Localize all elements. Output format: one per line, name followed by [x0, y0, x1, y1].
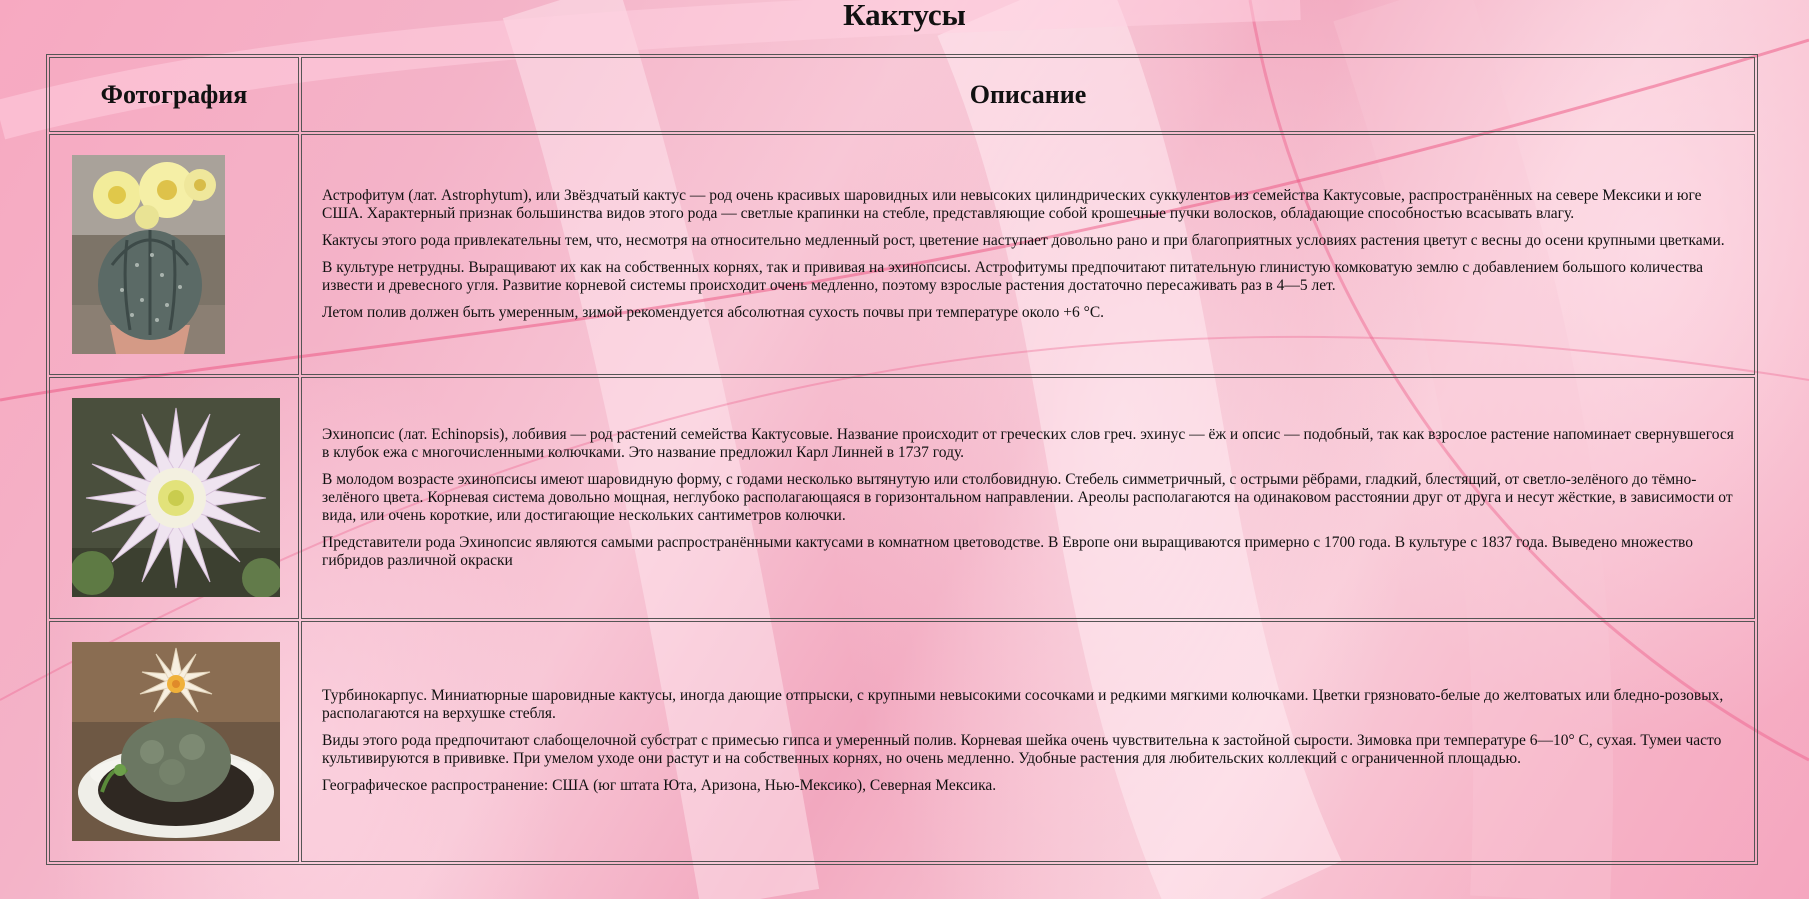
photo-cell: [49, 377, 299, 618]
description-paragraph: В молодом возрасте эхинопсисы имеют шаровидную форму, с годами несколько вытянутую или столбовидную. Стебель симметричный, с острыми рёбрами, гладкий, блестящий, от светло-зелёного до тёмно-зелёного цвета. Корневая система довольно мощная, неглубоко располагающаяся в горизонтальном направлении. Ареолы располагаются на одинаковом расстоянии друг от друга и несут жёсткие, в зависимости от вида, или очень короткие, или достигающие нескольких сантиметров колючки.: [322, 470, 1733, 524]
turbinicarpus-photo: [72, 642, 280, 841]
description-column-header: Описание: [301, 57, 1755, 132]
description-cell: [301, 621, 1755, 862]
table-row: [49, 134, 1755, 375]
page-title: Кактусы: [843, 0, 966, 32]
description-paragraph: Эхинопсис (лат. Echinopsis), лобивия — род растений семейства Кактусовые. Название происходит от греческих слов греч. эхинус — ёж и опсис — подобный, так как взрослое растение напоминает свернувшегося в клубок ежа с многочисленными колючками. Это название предложил Карл Линней в 1737 году.: [322, 425, 1734, 461]
description-paragraph: Астрофитум (лат. Astrophytum), или Звёздчатый кактус — род очень красивых шаровидных или невысоких цилиндрических суккулентов из семейства Кактусовые, распространённых на севере Мексики и юге США. Характерный признак большинства видов этого рода — светлые крапинки на стебле, представляющие собой крошечные пучки волосков, обладающие способностью всасывать влагу.: [322, 187, 1702, 223]
description-cell: [301, 377, 1755, 618]
table-row: [49, 621, 1755, 862]
description-paragraph: Летом полив должен быть умеренным, зимой рекомендуется абсолютная сухость почвы при температуре около +6 °С.: [322, 304, 1105, 322]
description-paragraph: Представители рода Эхинопсис являются самыми распространёнными кактусами в комнатном цветоводстве. В Европе они выращиваются примерно с 1700 года. В культуре с 1837 года. Выведено множество гибридов различной окраски: [322, 533, 1693, 569]
table-header-row: [49, 57, 1755, 132]
description-paragraph: Географическое распространение: США (юг штата Юта, Аризона, Нью-Мексико), Северная Мексика.: [322, 777, 997, 795]
description-paragraph: Кактусы этого рода привлекательны тем, что, несмотря на относительно медленный рост, цветение наступает довольно рано и при благоприятных условиях растения цветут с весны до осени крупными цветками.: [322, 232, 1725, 250]
table-row: [49, 377, 1755, 618]
description-cell: [301, 134, 1755, 375]
astrophytum-photo: [72, 155, 225, 354]
cactus-table: [46, 54, 1758, 865]
photo-cell: [49, 621, 299, 862]
description-paragraph: В культуре нетрудны. Выращивают их как на собственных корнях, так и прививая на эхинопсисы. Астрофитумы предпочитают питательную глинистую комковатую землю с добавлением большого количества извести и древесного угля. Развитие корневой системы происходит очень медленно, поэтому взрослые растения достаточно пересаживать раз в 4—5 лет.: [322, 259, 1703, 295]
photo-cell: [49, 134, 299, 375]
photo-column-header: Фотография: [49, 57, 299, 132]
echinopsis-photo: [72, 398, 280, 597]
description-paragraph: Турбинокарпус. Миниатюрные шаровидные кактусы, иногда дающие отпрыски, с крупными невысокими сосочками и редкими мягкими колючками. Цветки грязновато-белые до желтоватых или бледно-розовых, располагаются на верхушке стебля.: [322, 687, 1724, 723]
description-paragraph: Виды этого рода предпочитают слабощелочной субстрат с примесью гипса и умеренный полив. Корневая шейка очень чувствительна к застойной сырости. Зимовка при температуре 6—10° С, сухая. Тумеи часто культивируются в прививке. При умелом уходе они растут и на собственных корнях, но очень медленно. Удобные растения для любительских коллекций с ограниченной площадью.: [322, 732, 1722, 768]
